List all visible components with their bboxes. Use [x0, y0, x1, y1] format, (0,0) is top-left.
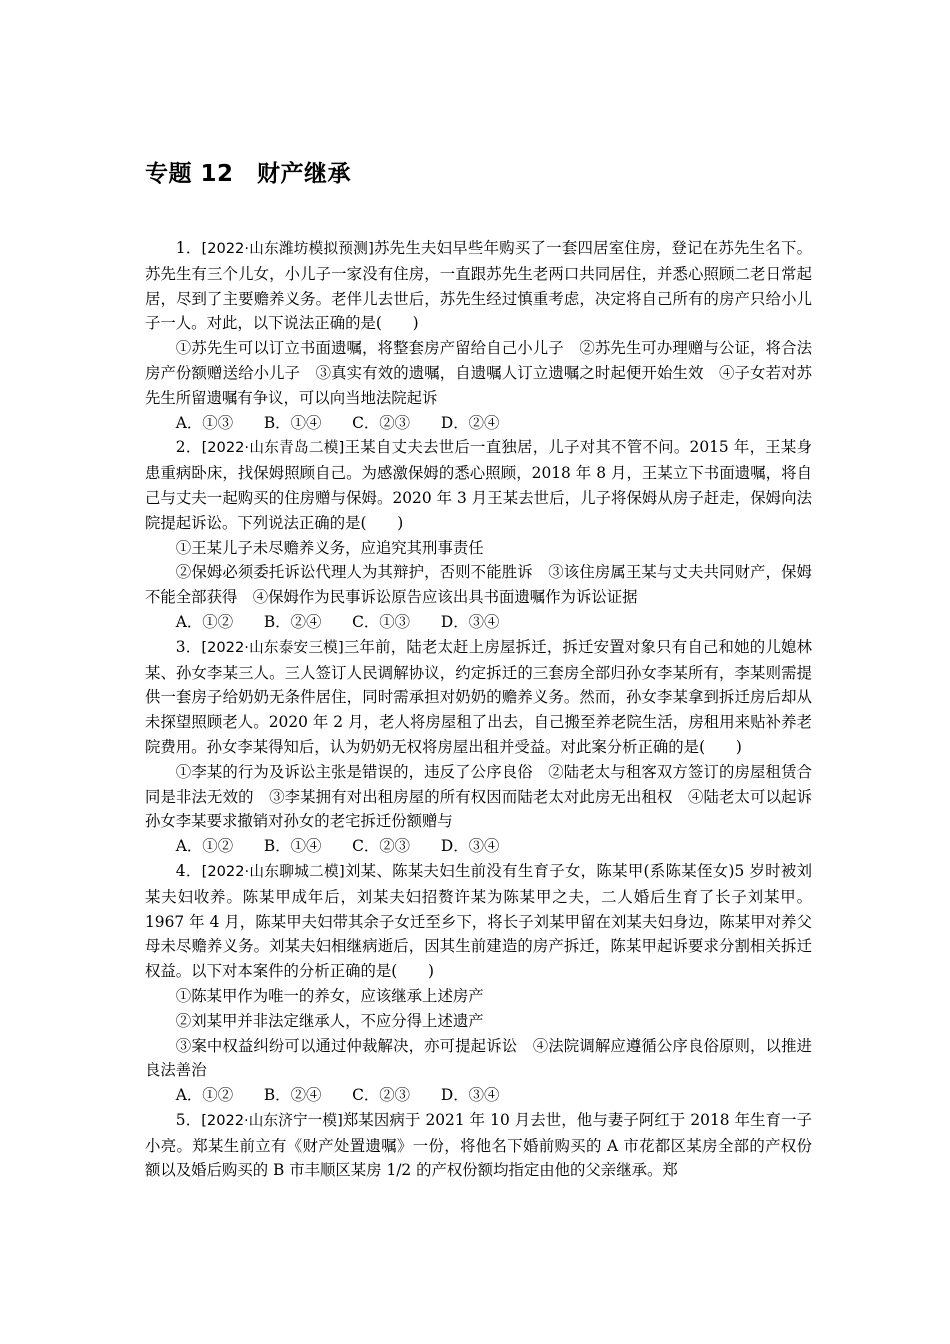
question-stem: [145, 236, 812, 336]
question-text: 郑某因病于 2021 年 10 月去世，他与妻子阿红于 2018 年生育一子小亮。郑某生前立有《财产处置遗嘱》一份，将他名下婚前购买的 A 市花都区某房全部的产权份额以及婚后购买的 B 市丰顺区某房 1/2 的产权份额均指定由他的父亲继承。郑: [145, 1110, 812, 1180]
question-text: 苏先生夫妇早些年购买了一套四居室住房，登记在苏先生名下。苏先生有三个儿女，小儿子一家没有住房，一直跟苏先生老两口共同居住，并悉心照顾二老日常起居，尽到了主要赡养义务。老伴儿去世后，苏先生经过慎重考虑，决定将自己所有的房产只给小儿子一人。对此，以下说法正确的是( ): [145, 239, 812, 333]
question-statement: ①陈某甲作为唯一的养女，应该继承上述房产: [175, 986, 484, 1005]
question-number: 3．: [175, 637, 202, 656]
question-text: 刘某、陈某夫妇生前没有生育子女，陈某甲(系陈某侄女)5 岁时被刘某夫妇收养。陈某甲成年后，刘某夫妇招赘许某为陈某甲之夫，二人婚后生育了长子刘某甲。1967 年 4 月，陈某甲夫妇带其余子女迁至乡下，将长子刘某甲留在刘某夫妇身边，陈某甲对养父母未尽赡养义务。刘某夫妇相继病逝后，因其生前建造的房产拆迁，陈某甲起诉要求分割相关拆迁权益。以下对本案件的分析正确的是( ): [145, 861, 812, 981]
question-source: [2022·山东济宁一模]: [201, 1111, 343, 1129]
question-source: [2022·山东聊城二模]: [201, 862, 345, 880]
question-text: 王某自丈夫去世后一直独居，儿子对其不管不问。2015 年，王某身患重病卧床，找保姆照顾自己。为感激保姆的悉心照顾，2018 年 8 月，王某立下书面遗嘱，将自己与丈夫一起购买的住房赠与保姆。2020 年 3 月王某去世后，儿子将保姆从房子赶走，保姆向法院提起诉讼。下列说法正确的是( ): [145, 438, 812, 532]
question-stem: [145, 635, 812, 760]
page-title: 专题 12 财产继承: [145, 161, 352, 187]
question-statement: ②刘某甲并非法定继承人，不应分得上述遗产: [175, 1011, 484, 1030]
question-stem: [145, 1108, 812, 1183]
question-statement: ①苏先生可以订立书面遗嘱，将整套房产留给自己小儿子 ②苏先生可办理赠与公证，将合法房产份额赠送给小儿子 ③真实有效的遗嘱，自遗嘱人订立遗嘱之时起便开始生效 ④子女若对苏先生所留遗嘱有争议，可以向当地法院起诉: [145, 339, 812, 407]
answer-options: A．①② B．②④ C．①③ D．③④: [175, 612, 500, 631]
question-statement: ②保姆必须委托诉讼代理人为其辩护，否则不能胜诉 ③该住房属王某与丈夫共同财产，保姆不能全部获得 ④保姆作为民事诉讼原告应该出具书面遗嘱作为诉讼证据: [145, 563, 812, 607]
question-number: 5．: [175, 1110, 202, 1129]
question-number: 2．: [175, 438, 202, 457]
question-statement: ①王某儿子未尽赡养义务，应追究其刑事责任: [175, 538, 484, 557]
question-statement: ①李某的行为及诉讼主张是错误的，违反了公序良俗 ②陆老太与租客双方签订的房屋租赁合同是非法无效的 ③李某拥有对出租房屋的所有权因而陆老太对此房无出租权 ④陆老太可以起诉孙女李某要求撤销对孙女的老宅拆迁份额赠与: [145, 762, 812, 831]
question-statement: ③案中权益纠纷可以通过仲裁解决，亦可提起诉讼 ④法院调解应遵循公序良俗原则，以推进良法善治: [145, 1036, 812, 1080]
question-text: 三年前，陆老太赶上房屋拆迁，拆迁安置对象只有自己和她的儿媳林某、孙女李某三人。三人签订人民调解协议，约定拆迁的三套房全部归孙女李某所有，李某则需提供一套房子给奶奶无条件居住，同时需承担对奶奶的赡养义务。然而，孙女李某拿到拆迁房后却从未探望照顾老人。2020 年 2 月，老人将房屋租了出去，自己搬至养老院生活，房租用来贴补养老院费用。孙女李某得知后，认为奶奶无权将房屋出租并受益。对此案分析正确的是( ): [145, 637, 812, 756]
answer-options: A．①② B．②④ C．②③ D．③④: [175, 1086, 500, 1105]
question-number: 1．: [175, 239, 202, 257]
question-list: [145, 236, 812, 1183]
answer-options: A．①② B．①④ C．②③ D．③④: [175, 837, 500, 856]
question-stem: [145, 435, 812, 535]
question-source: [2022·山东青岛二模]: [201, 439, 345, 457]
question-stem: [145, 859, 812, 984]
question-source: [2022·山东潍坊模拟预测]: [201, 240, 374, 257]
question-number: 4．: [175, 861, 202, 880]
answer-options: A．①③ B．①④ C．②③ D．②④: [175, 413, 500, 432]
question-source: [2022·山东泰安三模]: [201, 638, 344, 656]
